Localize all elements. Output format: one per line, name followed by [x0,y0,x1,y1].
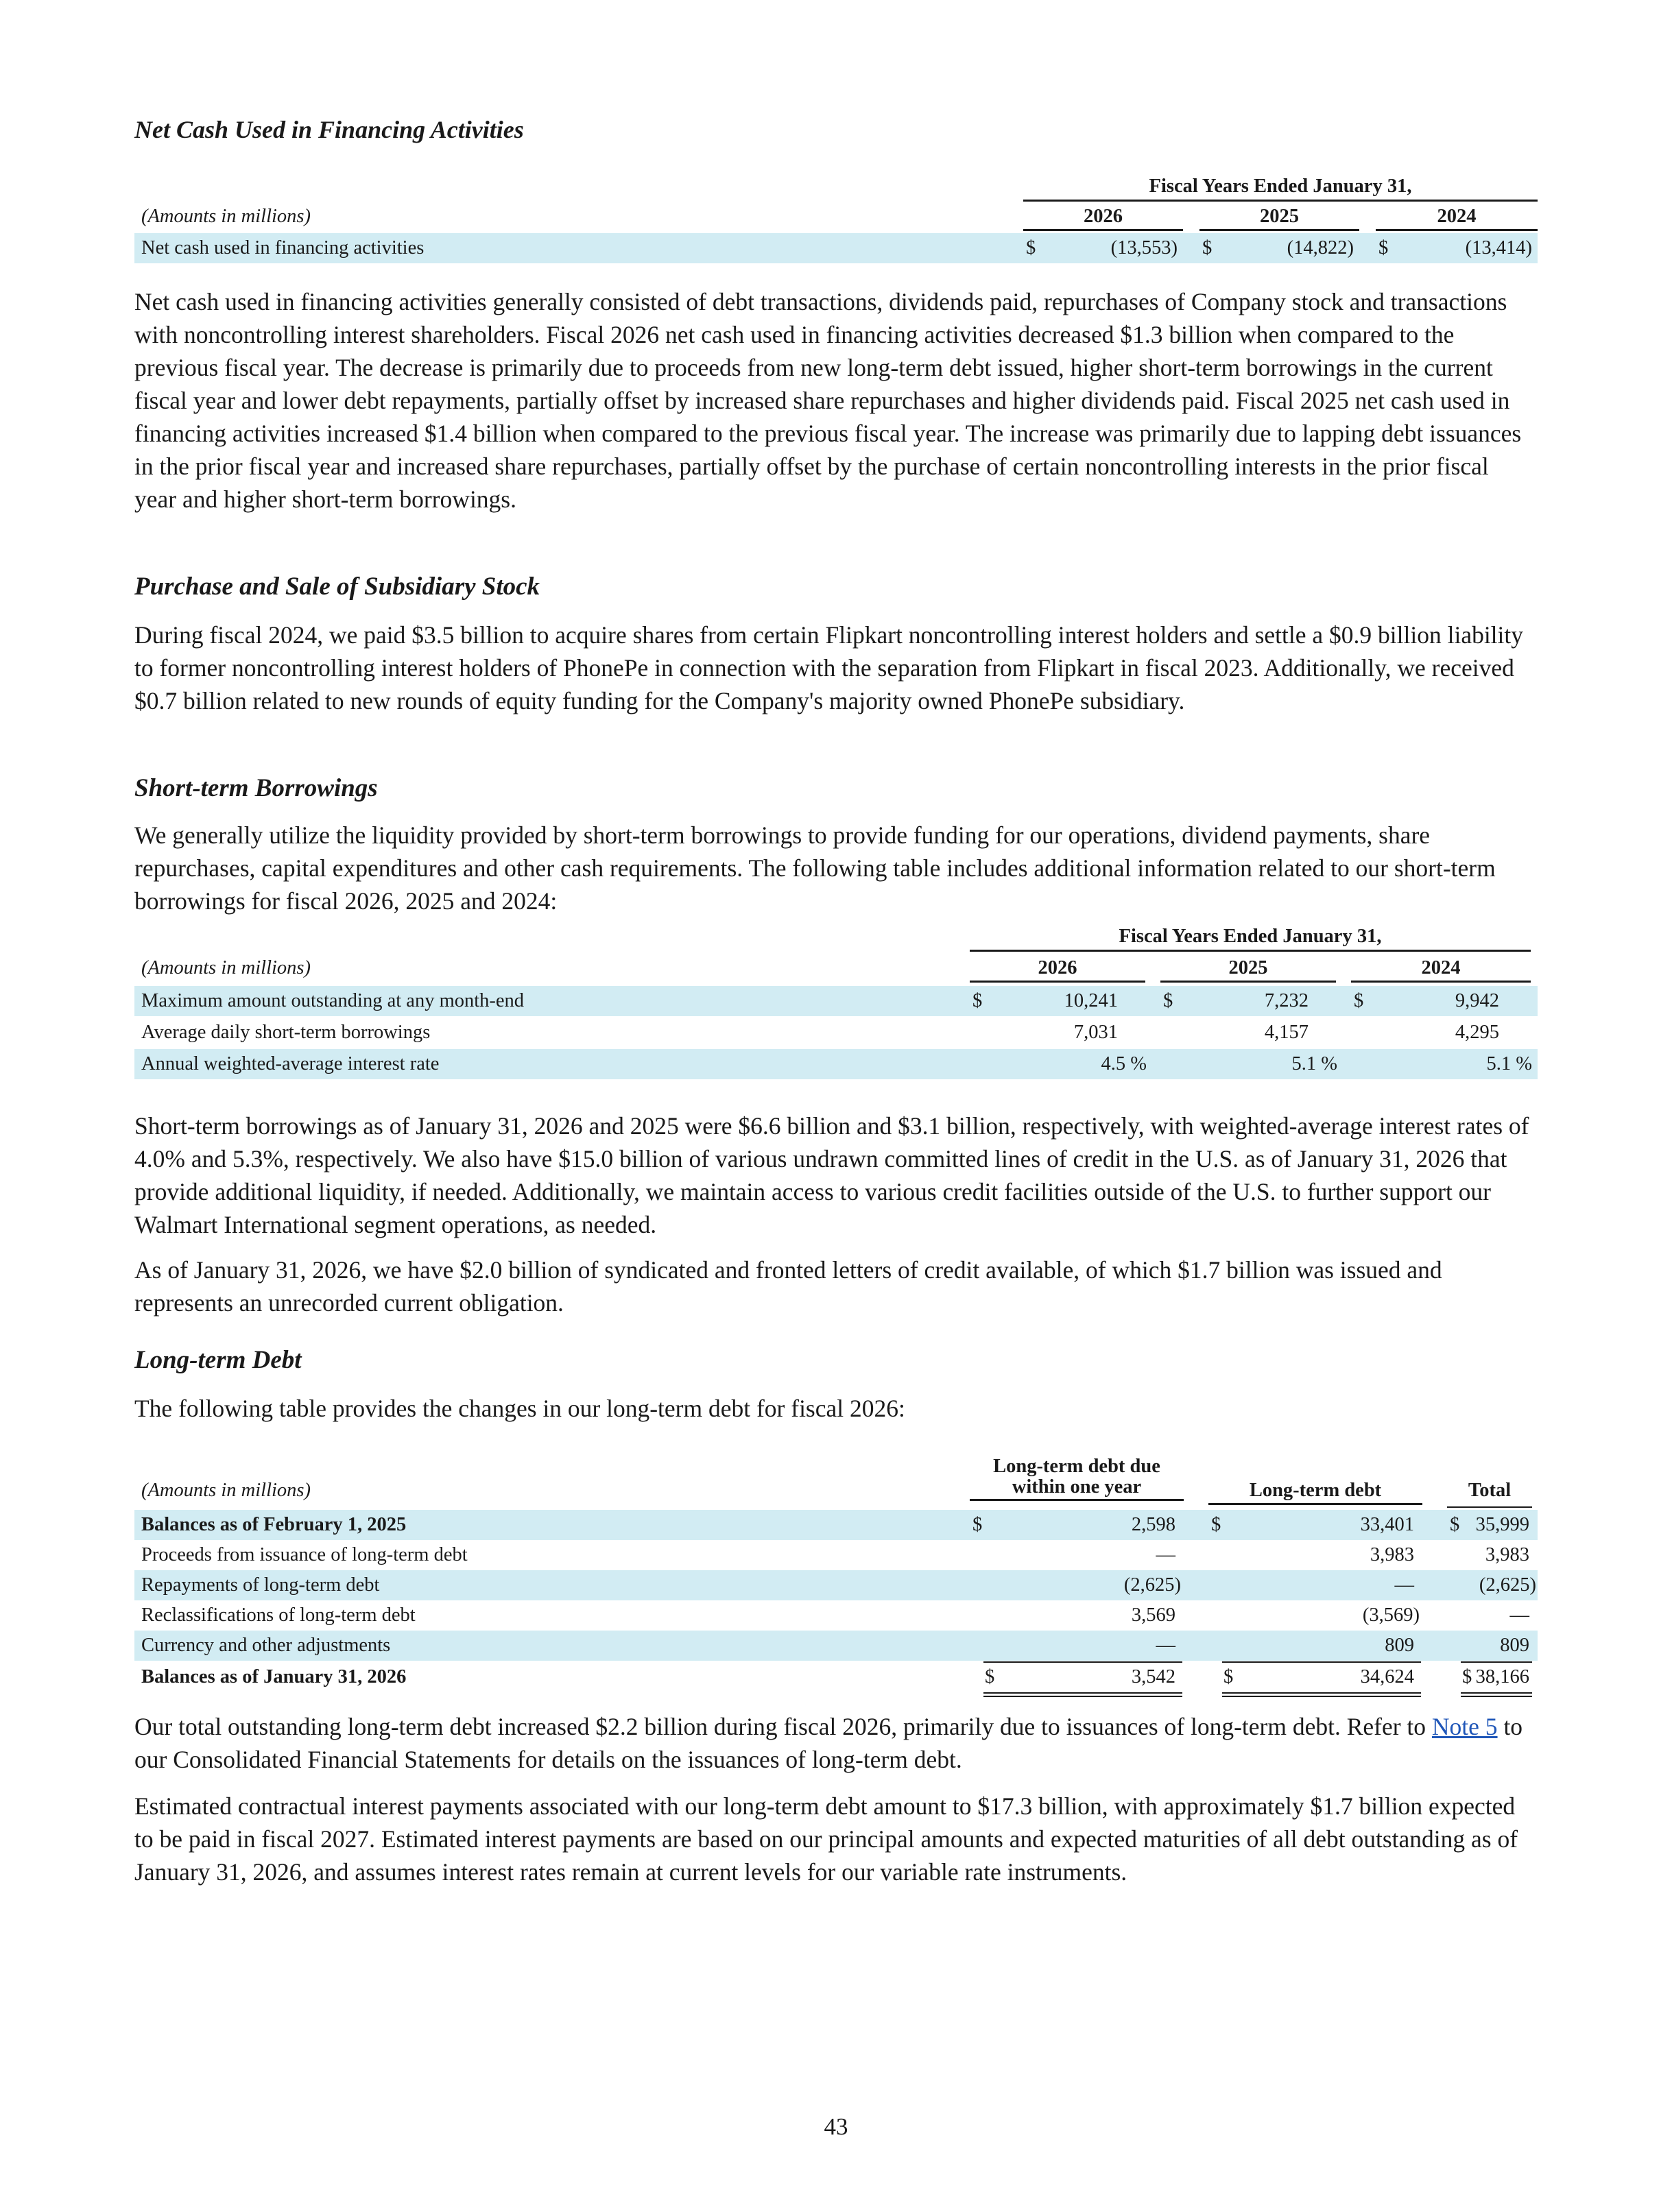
year-header: 2024 [1351,957,1531,983]
cell-value: 34,624 [1360,1666,1414,1687]
total-double-rule [983,1692,1182,1697]
row-label: Average daily short-term borrowings [141,1022,431,1043]
row-label: Currency and other adjustments [141,1635,391,1656]
financing-table [134,171,1538,267]
currency-symbol: $ [972,990,983,1011]
table-row [134,1049,1538,1079]
note-5-link[interactable]: Note 5 [1431,1713,1498,1740]
cell-value: 809 [1385,1635,1414,1656]
subsidiary-paragraph: During fiscal 2024, we paid $3.5 billion to acquire shares from certain Flipkart noncontrolling interest holders and settle a $0.9 billion liability to former noncontrolling interest holders of PhonePe in connection with the separation from Flipkart in fiscal 2023. Additionally, we received $0.7 billion related to new rounds of equity funding for the Company's majority owned PhonePe subsidiary. [134,621,1524,714]
currency-symbol: $ [1462,1666,1472,1687]
page-number: 43 [824,2113,848,2140]
cell-value: 9,942 [1455,990,1499,1011]
table-row [134,233,1538,263]
table-row [134,1631,1538,1661]
short-term-heading: Short-term Borrowings [134,774,378,802]
currency-symbol: $ [1026,237,1036,259]
col-header-line: Long-term debt due [993,1456,1160,1477]
col-header-total: Total [1468,1480,1512,1501]
table-row [134,986,1538,1016]
currency-symbol: $ [1211,1514,1221,1535]
cell-value: 3,983 [1485,1544,1529,1565]
short-term-paragraph-2: Short-term borrowings as of January 31, 2026 and 2025 were $6.6 billion and $3.1 billion, respectively, with weighted-average interest rates of 4.0% and 5.3%, respectively. We also have $15.0 billion of various undrawn committed lines of credit in the U.S. as of January 31, 2026 that provide additional liquidity, if needed. Additionally, we maintain access to various credit facilities outside of the U.S. to further support our Walmart International segment operations, as needed. [134,1112,1529,1238]
section-title: Net Cash Used in Financing Activities [134,116,524,143]
currency-symbol: $ [985,1666,995,1687]
cell-value: 3,569 [1131,1604,1175,1626]
amounts-label: (Amounts in millions) [141,1480,311,1501]
short-term-paragraph: We generally utilize the liquidity provided by short-term borrowings to provide funding for our operations, dividend payments, share repurchases, capital expenditures and other cash requirements. The following table includes additional information related to our short-term borrowings for fiscal 2026, 2025 and 2024: [134,821,1496,915]
long-term-paragraph-2: Estimated contractual interest payments associated with our long-term debt amount to $17.3 billion, with approximately $1.7 billion expected to be paid in fiscal 2027. Estimated interest payments are based on our principal amounts and expected maturities of all debt outstanding as of January 31, 2026, and assumes interest rates remain at current levels for our variable rate instruments. [134,1792,1518,1886]
cell-value: 2,598 [1131,1514,1175,1535]
year-header: 2026 [1023,206,1183,231]
long-term-heading: Long-term Debt [134,1346,302,1374]
table-row [134,1510,1538,1540]
cell-value: 35,999 [1475,1514,1529,1535]
paragraph-text: Our total outstanding long-term debt increased $2.2 billion during fiscal 2026, primarily due to issuances of long-term debt. Refer to [134,1713,1432,1740]
col-header-due-within-year [970,1456,1184,1501]
currency-symbol: $ [1450,1514,1460,1535]
table-row [134,1018,1538,1048]
currency-symbol: $ [1163,990,1173,1011]
cell-value: 3,983 [1370,1544,1414,1565]
table-row [134,1600,1538,1631]
cell-value: — [1156,1544,1175,1565]
financing-group-header: Fiscal Years Ended January 31, [1023,176,1538,202]
row-label: Proceeds from issuance of long-term debt [141,1544,468,1565]
short-term-group-header: Fiscal Years Ended January 31, [970,926,1531,952]
year-header: 2025 [1199,206,1359,231]
cell-value: 7,232 [1264,990,1309,1011]
paragraph-text: to our Consolidated Financial Statements for details on the issuances of long-term debt. [134,1713,1523,1773]
cell-value: 33,401 [1360,1514,1414,1535]
cell-value: (13,414) [1465,237,1532,259]
row-label: Maximum amount outstanding at any month-end [141,990,525,1011]
financing-paragraph: Net cash used in financing activities generally consisted of debt transactions, dividends paid, repurchases of Company stock and transactions with noncontrolling interest shareholders. Fiscal 2026 net cash used in financing activities decreased $1.3 billion when compared to the previous fiscal year. The decrease is primarily due to proceeds from new long-term debt issued, higher short-term borrowings in the current fiscal year and lower debt repayments, partially offset by increased share repurchases and higher dividends paid. Fiscal 2025 net cash used in financing activities increased $1.4 billion when compared to the previous fiscal year. The increase was primarily due to lapping debt issuances in the prior fiscal year and increased share repurchases, partially offset by the purchase of certain noncontrolling interests in the prior fiscal year and higher short-term borrowings. [134,288,1522,513]
short-term-table [134,926,1538,1085]
long-term-intro: The following table provides the changes in our long-term debt for fiscal 2026: [134,1395,905,1422]
cell-value: (13,553) [1110,237,1178,259]
cell-value: — [1509,1604,1529,1626]
total-double-rule [1222,1692,1421,1697]
cell-value: (3,569) [1362,1604,1420,1626]
currency-symbol: $ [1378,237,1389,259]
total-double-rule [1461,1692,1532,1697]
row-label: Annual weighted-average interest rate [141,1053,440,1074]
currency-symbol: $ [972,1514,983,1535]
currency-symbol: $ [1223,1666,1234,1687]
table-row [134,1540,1538,1570]
col-header-line: within one year [1012,1476,1142,1498]
year-header: 2025 [1160,957,1336,983]
cell-value: 4.5 % [1101,1053,1147,1074]
table-row [134,1570,1538,1600]
amounts-label: (Amounts in millions) [141,206,311,227]
year-header: 2024 [1376,206,1538,231]
cell-value: 4,157 [1264,1022,1309,1043]
currency-symbol: $ [1354,990,1364,1011]
short-term-paragraph-3: As of January 31, 2026, we have $2.0 billion of syndicated and fronted letters of credit available, of which $1.7 billion was issued and represents an unrecorded current obligation. [134,1256,1442,1317]
cell-value: (14,822) [1287,237,1354,259]
year-header: 2026 [970,957,1145,983]
cell-value: 4,295 [1455,1022,1499,1043]
long-term-paragraph-1 [134,1710,1533,1776]
cell-value: (2,625) [1479,1574,1536,1596]
cell-value: 10,241 [1064,990,1118,1011]
currency-symbol: $ [1202,237,1213,259]
row-label: Repayments of long-term debt [141,1574,380,1596]
header-rule [1447,1506,1532,1508]
long-term-table [134,1456,1538,1703]
cell-value: 3,542 [1131,1666,1175,1687]
row-label: Balances as of January 31, 2026 [141,1666,407,1687]
cell-value: 5.1 % [1486,1053,1532,1074]
cell-value: 809 [1500,1635,1529,1656]
cell-value: 5.1 % [1291,1053,1337,1074]
col-header-long-term-debt: Long-term debt [1208,1480,1422,1505]
cell-value: — [1156,1635,1175,1656]
row-label: Reclassifications of long-term debt [141,1604,416,1626]
row-label: Net cash used in financing activities [141,237,425,259]
cell-value: — [1394,1574,1414,1596]
cell-value: (2,625) [1123,1574,1181,1596]
cell-value: 38,166 [1475,1666,1529,1687]
cell-value: 7,031 [1073,1022,1118,1043]
subsidiary-heading: Purchase and Sale of Subsidiary Stock [134,573,540,601]
table-row [134,1662,1538,1692]
row-label: Balances as of February 1, 2025 [141,1514,407,1535]
amounts-label: (Amounts in millions) [141,957,311,978]
